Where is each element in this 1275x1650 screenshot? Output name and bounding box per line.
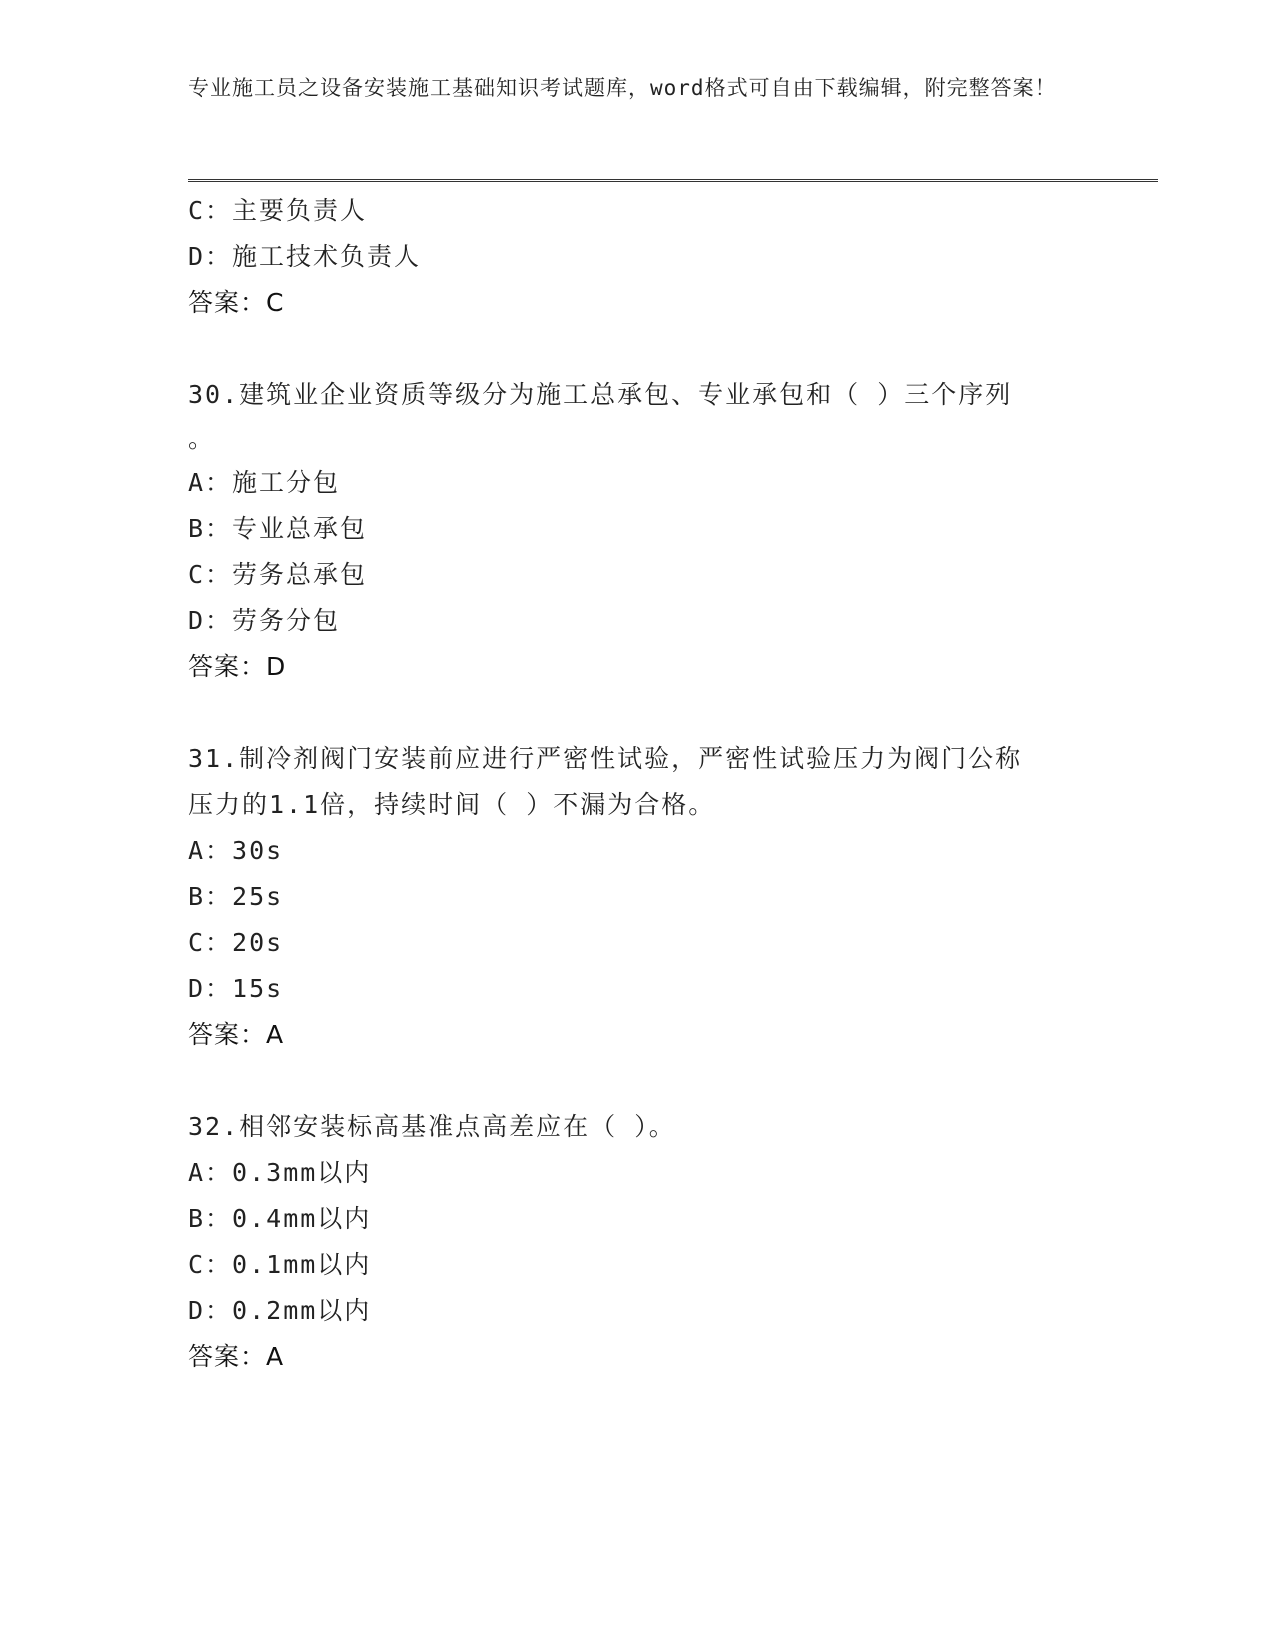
spacer xyxy=(188,1058,1108,1104)
option-c: C：主要负责人 xyxy=(188,196,368,225)
page-header xyxy=(188,72,1068,105)
question-30 xyxy=(188,372,1108,690)
answer-line: 答案：A xyxy=(188,1020,285,1049)
option-a: A：0.3mm以内 xyxy=(188,1158,372,1187)
option-a: A：施工分包 xyxy=(188,468,341,497)
option-d: D：0.2mm以内 xyxy=(188,1296,372,1325)
option-a: A：30s xyxy=(188,836,284,865)
option-d: D：劳务分包 xyxy=(188,606,341,635)
header-title: 专业施工员之设备安装施工基础知识考试题库，word格式可自由下载编辑，附完整答案！ xyxy=(188,76,1057,100)
question-text: 30.建筑业企业资质等级分为施工总承包、专业承包和（ ）三个序列 xyxy=(188,380,1013,409)
question-text-continued: 。 xyxy=(188,424,216,453)
spacer xyxy=(188,690,1108,736)
option-c: C：0.1mm以内 xyxy=(188,1250,372,1279)
question-text: 31.制冷剂阀门安装前应进行严密性试验，严密性试验压力为阀门公称 xyxy=(188,744,1023,773)
spacer xyxy=(188,326,1108,372)
option-b: B：0.4mm以内 xyxy=(188,1204,372,1233)
answer-line: 答案：D xyxy=(188,652,287,681)
question-text: 32.相邻安装标高基准点高差应在（ ）。 xyxy=(188,1112,676,1141)
answer-line: 答案：A xyxy=(188,1342,285,1371)
option-d: D：15s xyxy=(188,974,284,1003)
document-body xyxy=(188,188,1108,1380)
header-divider xyxy=(188,179,1158,182)
question-text-continued: 压力的1.1倍，持续时间（ ）不漏为合格。 xyxy=(188,790,716,819)
question-32 xyxy=(188,1104,1108,1380)
option-c: C：20s xyxy=(188,928,284,957)
option-b: B：25s xyxy=(188,882,284,911)
answer-line: 答案：C xyxy=(188,288,285,317)
option-d: D：施工技术负责人 xyxy=(188,242,422,271)
question-31 xyxy=(188,736,1108,1058)
option-c: C：劳务总承包 xyxy=(188,560,368,589)
question-29-tail xyxy=(188,188,1108,326)
option-b: B：专业总承包 xyxy=(188,514,368,543)
